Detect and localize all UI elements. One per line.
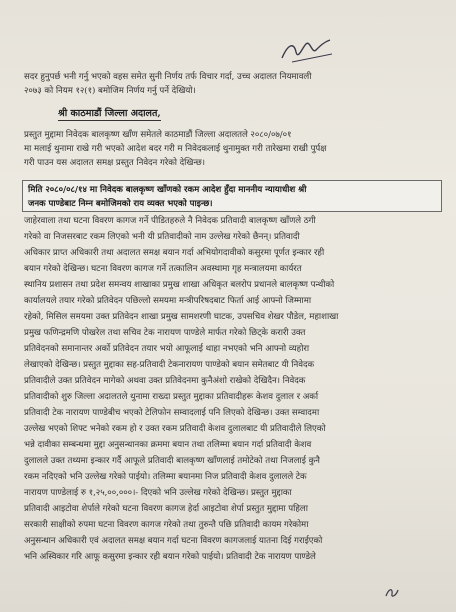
- body-line-14: उल्लेख भएको शिफ्ट भनेको रकम हो र उक्त रकम प्रतिवादी केशव दुलालबाट यी प्रतिवादीले लिएको: [24, 424, 326, 434]
- body-line-4: बयान गरेको देखिन्छ। घटना विवरण कागज गर्ने तत्कालिन अवस्थामा गृह मन्त्रालयमा कार्यरत: [24, 264, 302, 274]
- body-line-8: प्रमुख फणिन्द्रमणि पोखरेल तथा सचिव टेक नारायण पाण्डेले मार्फत गरेको छिट्के करारी उक्त: [24, 328, 306, 338]
- body-line-18: नारायण पाण्डेलाई रु १,२५,००,०००।- दिएको भनि उल्लेख गरेको देखिन्छ। प्रस्तुत मुद्दाका: [24, 488, 292, 498]
- body-line-5: स्थानिय प्रशासन तथा प्रदेश समन्वय शाखाका प्रमुख शाखा अधिकृत बलरोप प्रधानले बालकृष्ण पन्थीको: [24, 280, 335, 290]
- body-line-7: रहेको, मिसिल समयमा उक्त प्रतिवेदन शाखा प्रमुख सामशरणी घाटक, उपसचिव शेखर पौडेल, महाशाखा: [24, 312, 339, 322]
- body-line-11: प्रतिवादीले उक्त प्रतिवेदन मागेको अथवा उक्त प्रतिवेदनमा कुनैअंशो राखेको देखिदैन। निवेदक: [24, 376, 306, 386]
- section-heading: श्री काठमाडौं जिल्ला अदालत,: [58, 108, 161, 119]
- boxed-line-2: जनक पाण्डेबाट निम्न बमोजिमको राय व्यक्त भएको पाइन्छ।: [28, 199, 213, 209]
- body-line-13: प्रतिवादी टेक नारायण पाण्डेबीच भएको टेलिफोन सम्वादलाई पनि लिएको देखिन्छ। उक्त सम्वादमा: [24, 408, 320, 418]
- body-line-20: सरकारी साक्षीको रुपमा घटना विवरण कागज गरेको तथा तुरुन्तै पछि प्रतिवादी कायम गरेकोमा: [24, 520, 309, 530]
- top-line-2: २०७३ को नियम १२(१) बमोजिम निर्णय गर्नु पर्ने देखियो।: [24, 86, 196, 96]
- body-line-3: अधिकार प्राप्त अधिकारी तथा अदालत समक्ष बयान गर्दा अभियोगदावीको कसुरमा पूर्णत इन्कार रही: [24, 248, 325, 258]
- body-line-22: भनि अस्विकार गरि आफू कसुरमा इन्कार रही बयान गरेको पाईयो। प्रतिवादी टेक नारायण पाण्डेले: [24, 552, 316, 562]
- body-line-6: कार्यालयले तयार गरेको प्रतिवेदन पछिल्लो समयमा मन्त्रीपरिषदबाट फिर्ता आई आफ्नो जिम्मामा: [24, 296, 312, 306]
- handwritten-mark-icon: [384, 584, 400, 600]
- body-line-12: प्रतिवादीको शुरु जिल्ला अदालतले थुनामा राख्दा प्रस्तुत मुद्दाका प्रतिवादीहरू केशव दुलाल र अर्का: [24, 392, 319, 402]
- section-line-3: गरी पाउन यस अदालत समक्ष प्रस्तुत निवेदन गरेको देखिन्छ।: [24, 158, 205, 168]
- boxed-line-1: मिति २०८०/०८/१४ मा निवेदक बालकृष्ण खाँणको रकम आदेश हुँदा माननीय न्यायाधीश श्री: [28, 185, 307, 195]
- body-line-19: प्रतिवादी आइटोवा शेर्पाले गरेको घटना विवरण कागज हेर्दा आइटोवा शेर्पा प्रस्तुत मुद्दामा पहिला: [24, 504, 308, 514]
- body-line-17: रकम नदिएको भनि उल्लेख गरेको पाईयो। तलिम्मा बयानमा निज प्रतिवादी केशव दुलालले टेक: [24, 472, 307, 482]
- section-line-1: प्रस्तुत मुद्दामा निवेदक बालकृष्ण खाँण समेतले काठमाडौं जिल्ला अदालतले २०८०/०७/०१: [24, 130, 292, 140]
- body-line-10: लेखाएको देखिन्छ। प्रस्तुत मुद्दाका सह-प्रतिवादी टेकनारायण पाण्डेको बयान समेतबाट यी निवेदक: [24, 360, 315, 370]
- body-line-9: प्रतिवेदनको समानान्तर अर्को प्रतिवेदन तयार भयो आफूलाई थाहा नभएको भनि आफ्नो व्यहोरा: [24, 344, 310, 354]
- body-line-2: गरेको वा निजसरबाट रकम लिएको भनी यी प्रतिवादीको नाम उल्लेख गरेको छैनन्। प्रतिवादी: [24, 232, 300, 242]
- section-line-2: मा मलाई थुनामा राखे गरी भएको आदेश बदर गरी म निवेदकलाई थुनामुक्त गरी तारेखमा राखी पुर्पक्ष: [24, 144, 327, 154]
- body-line-16: दुलालले उक्त तथ्यमा इन्कार गर्दै आफूले प्रतिवादी बालकृष्ण खाँणलाई तमोटेको तथा निजलाई कुनै: [24, 456, 320, 466]
- signature-icon: [272, 34, 342, 68]
- body-line-15: भन्ने दावीका सम्बन्धमा मुद्दा अनुसन्धानका क्रममा बयान तथा तलिम्मा बयान गर्दा प्रतिवादी केशव: [24, 440, 312, 450]
- body-line-21: अनुसन्धान अधिकारी एवं अदालत समक्ष बयान गर्दा घटना विवरण कागजलाई यातना दिई गराईएको: [24, 536, 323, 546]
- body-line-1: जाहेरवाला तथा घटना विवरण कागज गर्ने पीडितहरुले नै निवेदक प्रतिवादी बालकृष्ण खाँणले ठगी: [24, 216, 316, 226]
- top-line-1: सदर हुनुपर्छ भनी गर्नु भएको वहस समेत सुनी निर्णय तर्फ विचार गर्दा, उच्च अदालत नियमावली: [24, 72, 312, 82]
